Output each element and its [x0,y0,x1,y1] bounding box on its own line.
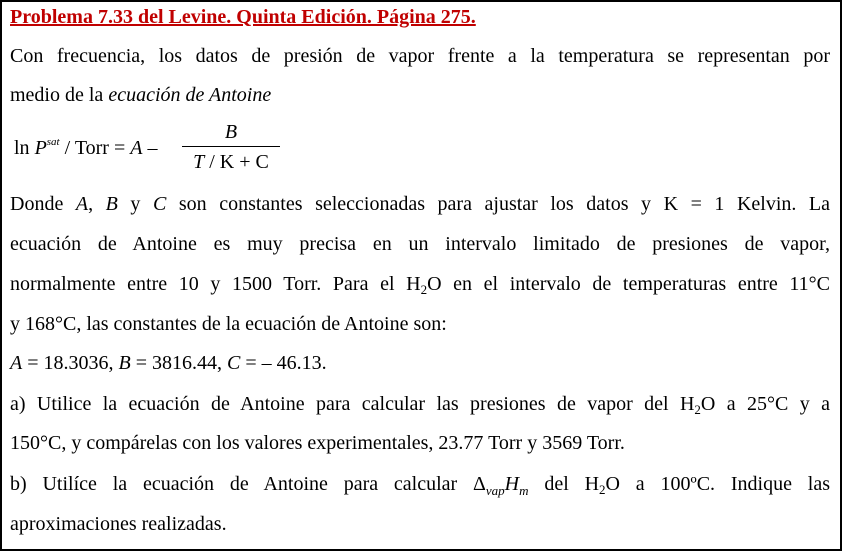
ln-symbol: ln [14,137,30,159]
part-b-text: O a 100ºC. Indique las [605,473,830,495]
symbol-a: A [75,193,89,215]
equation-fraction [178,118,284,175]
symbol-a: A [10,352,23,374]
water-subscript: 2 [420,282,428,297]
enthalpy-symbol: H [504,473,520,495]
constant-a-symbol: A [130,137,143,159]
symbol-c: C [227,352,241,374]
torr-text: / Torr = [59,137,131,159]
para2-text: O en el intervalo de temperaturas entre 11°C [427,273,831,295]
para2-line-4: y 168°C, las constantes de la ecuación de Antoine son: [10,313,447,335]
part-b-line-1 [10,472,830,503]
para2-line-1 [10,192,830,216]
symbol-c: C [152,193,167,215]
fraction-denominator [178,147,284,175]
part-b-line-2: aproximaciones realizadas. [10,513,227,535]
vap-subscript: vap [485,483,505,498]
water-subscript: 2 [599,482,606,497]
part-b-text: del H [528,473,600,495]
temperature-symbol: T [193,151,205,173]
part-a-line-2: 150°C, y compárelas con los valores experimentales, 23.77 Torr y 3569 Torr. [10,432,625,454]
para2-line-2: ecuación de Antoine es muy precisa en un intervalo limitado de presiones de vapor, [10,233,830,255]
intro-line-2 [10,83,271,107]
denominator-rest: / K + C [204,151,269,173]
constant-b-value: = 3816.44, [130,352,227,374]
antoine-constants [10,351,327,375]
part-b-text: b) Utilíce la ecuación de Antoine para calcular Δ [10,473,486,495]
symbol-b: B [105,193,118,215]
para2-text: y [117,193,153,215]
para2-text: , [88,193,106,215]
problem-title: Problema 7.33 del Levine. Quinta Edición. Página 275. [10,6,476,28]
part-a-text: O a 25°C y a [700,393,830,415]
antoine-term: ecuación de Antoine [108,84,272,106]
para2-text: son constantes seleccionadas para ajustar los datos y K = 1 Kelvin. La [166,193,831,215]
antoine-equation [14,118,334,178]
para2-text: normalmente entre 10 y 1500 Torr. Para el H [10,273,421,295]
para2-text: Donde [10,193,76,215]
pressure-symbol: P [34,137,47,159]
intro-line-1: Con frecuencia, los datos de presión de vapor frente a la temperatura se representan por [10,45,830,67]
part-a-text: a) Utilice la ecuación de Antoine para calcular las presiones de vapor del H [10,393,695,415]
constant-c-value: = – 46.13. [240,352,327,374]
sat-superscript: sat [46,136,60,148]
part-a-line-1 [10,392,830,422]
equation-lhs [14,136,157,160]
water-subscript: 2 [694,402,701,417]
minus-sign: – [142,137,158,159]
intro-line-2-prefix: medio de la [10,84,109,106]
fraction-numerator: B [224,121,238,143]
symbol-b: B [118,352,131,374]
constant-a-value: = 18.3036, [22,352,119,374]
para2-line-3 [10,272,830,302]
molar-subscript: m [519,483,529,498]
